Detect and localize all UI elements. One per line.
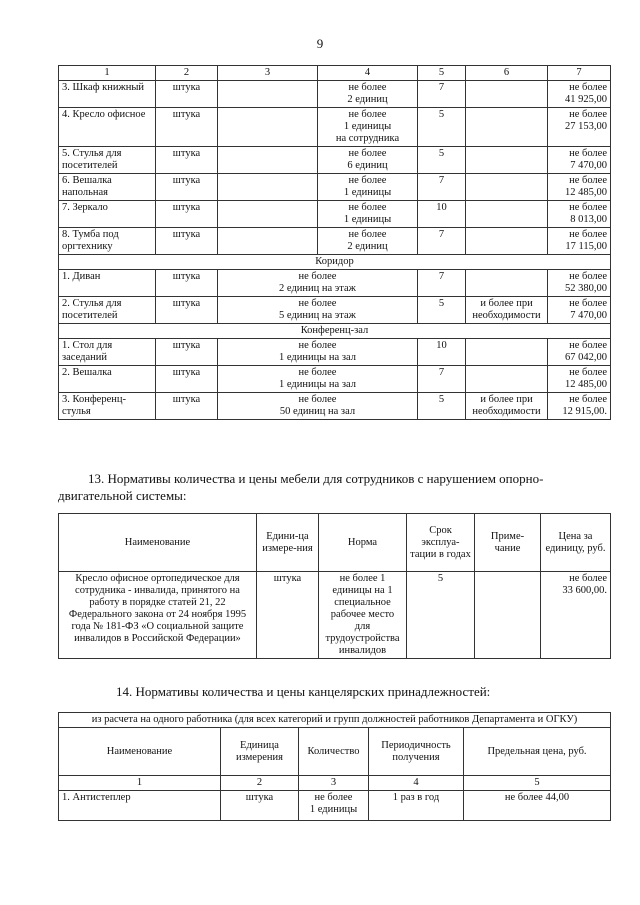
item-price: не более 33 600,00.: [541, 572, 611, 659]
header-cell: Наименование: [59, 728, 221, 776]
item-term: 5: [418, 108, 466, 147]
item-note: [466, 108, 548, 147]
table-row: [59, 81, 611, 108]
item-term: 7: [418, 228, 466, 255]
item-norm: не более 1 единицы: [318, 174, 418, 201]
item-name: Кресло офисное ортопедическое для сотрудника - инвалида, принятого на работу в порядке статей 21, 22 Федерального закона от 24 ноября 1995 года № 181-ФЗ «О социальной защите инвалидов в Российской Федерации»: [59, 572, 257, 659]
table-row: [59, 339, 611, 366]
header-cell: Периодичность получения: [369, 728, 464, 776]
section-heading-13: 13. Нормативы количества и цены мебели для сотрудников с нарушением опорно- двигательной системы:: [58, 471, 544, 503]
item-note: [466, 366, 548, 393]
item-note: [466, 228, 548, 255]
item-name: 7. Зеркало: [59, 201, 156, 228]
item-norm: не более 1 единицы на зал: [218, 366, 418, 393]
caption-row: [59, 713, 611, 728]
item-price: не более 17 115,00: [548, 228, 611, 255]
item-norm: не более 1 единицы на зал: [218, 339, 418, 366]
item-price: не более 27 153,00: [548, 108, 611, 147]
table-row: [59, 108, 611, 147]
furniture-table: [58, 65, 611, 420]
item-term: 5: [407, 572, 475, 659]
item-note: [475, 572, 541, 659]
item-price: не более 52 380,00: [548, 270, 611, 297]
item-name: 2. Вешалка: [59, 366, 156, 393]
header-cell: 4: [318, 66, 418, 81]
section-title: Коридор: [59, 255, 611, 270]
header-cell: 4: [369, 776, 464, 791]
item-note: [466, 270, 548, 297]
item-term: 7: [418, 174, 466, 201]
section-heading-14: 14. Нормативы количества и цены канцелярских принадлежностей:: [116, 684, 491, 699]
item-name: 2. Стулья для посетителей: [59, 297, 156, 324]
item-unit: штука: [156, 201, 218, 228]
header-cell: Норма: [319, 514, 407, 572]
item-col3: [218, 228, 318, 255]
item-term: 7: [418, 270, 466, 297]
item-name: 1. Стол для заседаний: [59, 339, 156, 366]
table-row: [59, 791, 611, 821]
item-unit: штука: [156, 108, 218, 147]
header-cell: Единица измерения: [221, 728, 299, 776]
item-note: и более при необходимости: [466, 393, 548, 420]
item-period: 1 раз в год: [369, 791, 464, 821]
item-price: не более 67 042,00: [548, 339, 611, 366]
item-unit: штука: [156, 366, 218, 393]
item-unit: штука: [156, 174, 218, 201]
item-norm: не более 1 единицы на сотрудника: [318, 108, 418, 147]
item-note: [466, 339, 548, 366]
item-note: [466, 81, 548, 108]
item-note: [466, 147, 548, 174]
item-price: не более 7 470,00: [548, 147, 611, 174]
item-term: 7: [418, 81, 466, 108]
item-col3: [218, 201, 318, 228]
item-price: не более 12 915,00.: [548, 393, 611, 420]
header-cell: Количество: [299, 728, 369, 776]
item-norm: не более 2 единиц: [318, 81, 418, 108]
item-col3: [218, 81, 318, 108]
item-name: 8. Тумба под оргтехнику: [59, 228, 156, 255]
header-cell: Цена за единицу, руб.: [541, 514, 611, 572]
table-row: [59, 201, 611, 228]
item-name: 6. Вешалка напольная: [59, 174, 156, 201]
header-cell: 1: [59, 776, 221, 791]
header-cell: Срок эксплуа-тации в годах: [407, 514, 475, 572]
table-row: [59, 270, 611, 297]
item-norm: не более 5 единиц на этаж: [218, 297, 418, 324]
header-cell: 5: [418, 66, 466, 81]
item-term: 5: [418, 147, 466, 174]
column-number-row: [59, 776, 611, 791]
item-norm: не более 1 единицы на 1 специальное рабочее место для трудоустройства инвалидов: [319, 572, 407, 659]
stationery-table: [58, 712, 611, 821]
section-row-conference: [59, 324, 611, 339]
item-unit: штука: [156, 270, 218, 297]
table-header-row: [59, 728, 611, 776]
header-cell: 2: [156, 66, 218, 81]
item-unit: штука: [156, 228, 218, 255]
item-norm: не более 6 единиц: [318, 147, 418, 174]
item-unit: штука: [156, 147, 218, 174]
item-unit: штука: [156, 393, 218, 420]
disabled-furniture-table: [58, 513, 611, 659]
item-name: 3. Шкаф книжный: [59, 81, 156, 108]
table-header-row: [59, 66, 611, 81]
header-cell: 3: [218, 66, 318, 81]
item-name: 4. Кресло офисное: [59, 108, 156, 147]
item-unit: штука: [156, 297, 218, 324]
item-price: не более 44,00: [464, 791, 611, 821]
header-cell: 3: [299, 776, 369, 791]
item-unit: штука: [221, 791, 299, 821]
item-unit: штука: [156, 339, 218, 366]
item-norm: не более 1 единицы: [318, 201, 418, 228]
item-term: 10: [418, 201, 466, 228]
section-row-corridor: [59, 255, 611, 270]
header-cell: Наименование: [59, 514, 257, 572]
item-term: 5: [418, 297, 466, 324]
section-title: Конференц-зал: [59, 324, 611, 339]
header-cell: 7: [548, 66, 611, 81]
table-row: [59, 393, 611, 420]
item-qty: не более 1 единицы: [299, 791, 369, 821]
table-row: [59, 174, 611, 201]
item-price: не более 12 485,00: [548, 366, 611, 393]
table-row: [59, 297, 611, 324]
item-note: и более при необходимости: [466, 297, 548, 324]
table-caption: из расчета на одного работника (для всех категорий и групп должностей работников Департамента и ОГКУ): [59, 713, 611, 728]
item-price: не более 41 925,00: [548, 81, 611, 108]
item-norm: не более 2 единиц: [318, 228, 418, 255]
item-price: не более 12 485,00: [548, 174, 611, 201]
header-cell: 1: [59, 66, 156, 81]
header-cell: 5: [464, 776, 611, 791]
item-col3: [218, 147, 318, 174]
table-row: [59, 147, 611, 174]
header-cell: 6: [466, 66, 548, 81]
item-note: [466, 201, 548, 228]
item-norm: не более 50 единиц на зал: [218, 393, 418, 420]
table-row: [59, 228, 611, 255]
item-price: не более 7 470,00: [548, 297, 611, 324]
item-name: 1. Диван: [59, 270, 156, 297]
item-name: 3. Конференц-стулья: [59, 393, 156, 420]
item-col3: [218, 174, 318, 201]
item-unit: штука: [257, 572, 319, 659]
item-term: 5: [418, 393, 466, 420]
header-cell: Едини-ца измере-ния: [257, 514, 319, 572]
item-term: 10: [418, 339, 466, 366]
item-unit: штука: [156, 81, 218, 108]
item-norm: не более 2 единиц на этаж: [218, 270, 418, 297]
item-price: не более 8 013,00: [548, 201, 611, 228]
header-cell: Приме-чание: [475, 514, 541, 572]
item-term: 7: [418, 366, 466, 393]
item-note: [466, 174, 548, 201]
item-name: 5. Стулья для посетителей: [59, 147, 156, 174]
table-header-row: [59, 514, 611, 572]
header-cell: 2: [221, 776, 299, 791]
table-row: [59, 572, 611, 659]
page-number: 9: [316, 36, 324, 51]
table-row: [59, 366, 611, 393]
header-cell: Предельная цена, руб.: [464, 728, 611, 776]
item-name: 1. Антистеплер: [59, 791, 221, 821]
item-col3: [218, 108, 318, 147]
